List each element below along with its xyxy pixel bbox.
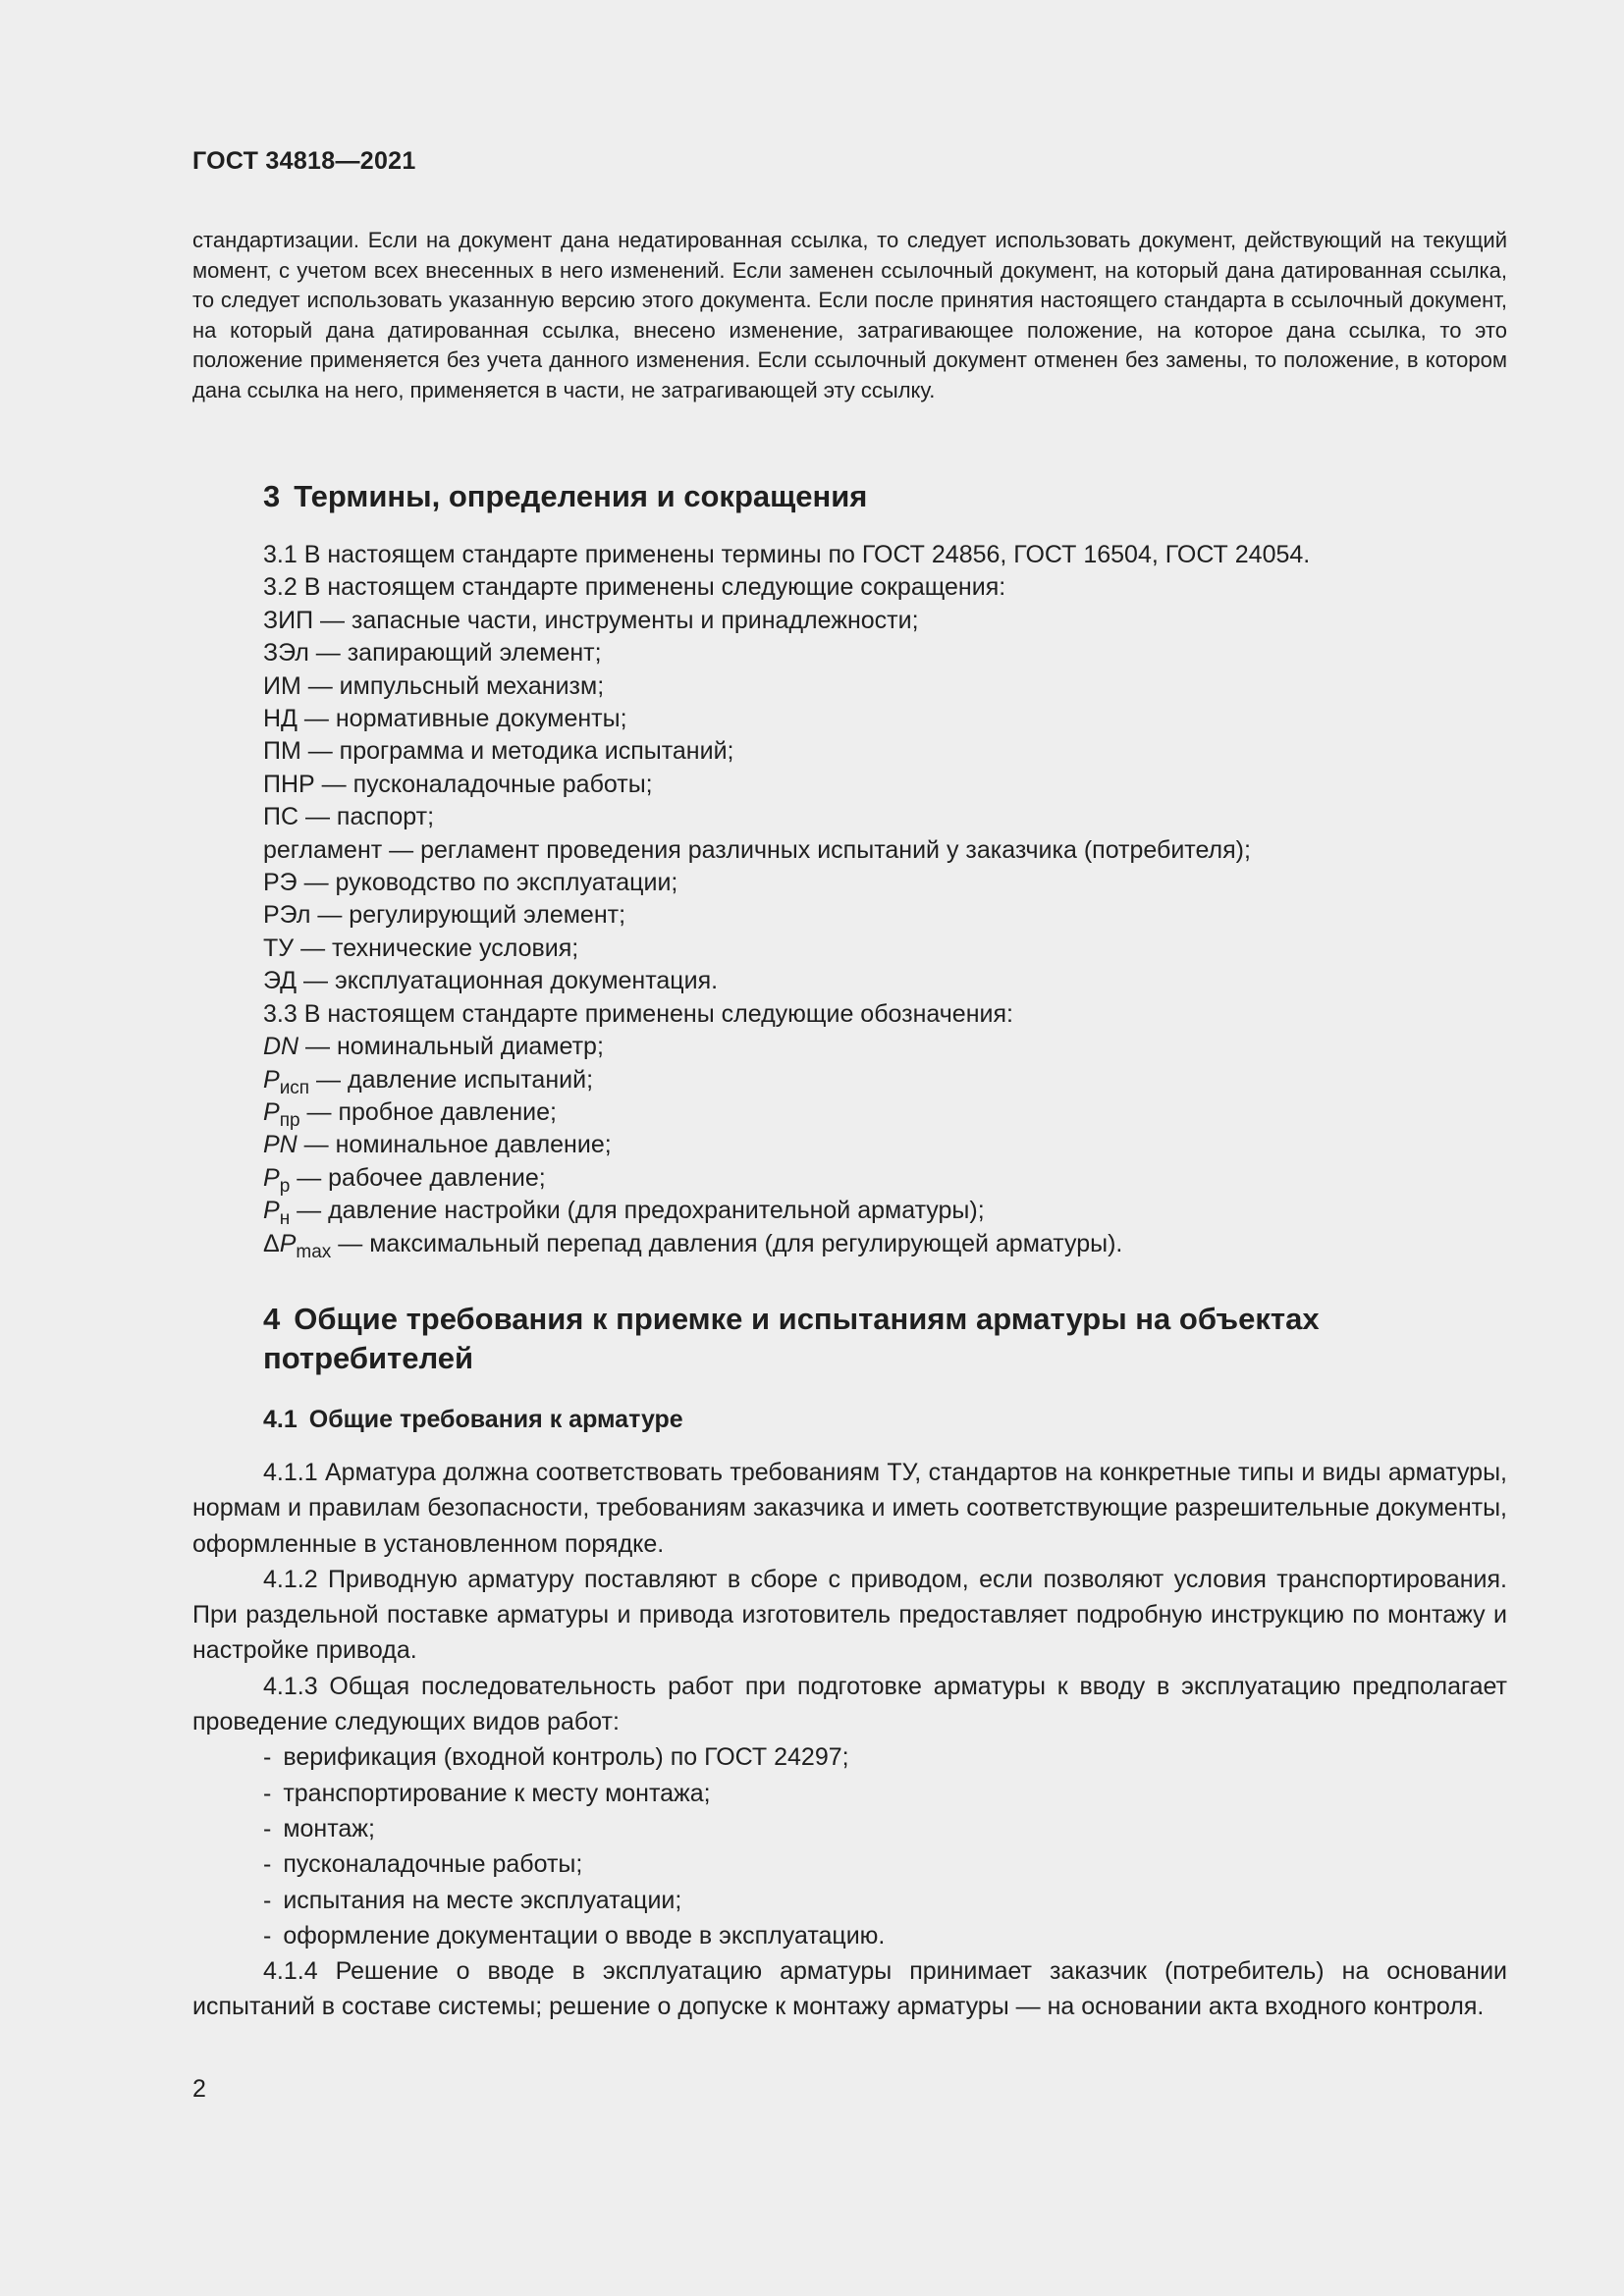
work-list-item	[192, 1918, 1507, 1953]
clause-3-2: 3.2 В настоящем стандарте применены следующие сокращения:	[263, 573, 1006, 602]
subsection-4-1-title: Общие требования к арматуре	[308, 1406, 683, 1433]
symbol-definition: — рабочее давление;	[290, 1163, 546, 1192]
clause-3-1: 3.1 В настоящем стандарте применены термины по ГОСТ 24856, ГОСТ 16504, ГОСТ 24054.	[263, 541, 1311, 568]
abbreviation-item: РЭл — регулирующий элемент;	[263, 901, 626, 930]
symbol-prefix: Δ	[263, 1229, 280, 1257]
work-list-item	[192, 1846, 1507, 1882]
abbreviation-item: РЭ — руководство по эксплуатации;	[263, 869, 678, 897]
abbreviation-item: НД — нормативные документы;	[263, 705, 627, 733]
abbreviation-item: ЗИП — запасные части, инструменты и принадлежности;	[263, 606, 919, 634]
bullet-dash: -	[263, 1743, 272, 1772]
symbol-item	[263, 1195, 1510, 1230]
work-list-item	[192, 1776, 1507, 1811]
clause-4-1-1: 4.1.1 Арматура должна соответствовать требованиям ТУ, стандартов на конкретные типы и виды арматуры, нормам и правилам безопасности, требованиям заказчика и иметь соответствующие разрешительные документы, оформленные в установленном порядке.	[192, 1459, 1507, 1558]
symbol-subscript: н	[279, 1208, 291, 1230]
symbol-definition: — давление испытаний;	[309, 1065, 594, 1094]
clause-3-3: 3.3 В настоящем стандарте применены следующие обозначения:	[263, 999, 1013, 1028]
section-4-body	[192, 1455, 1507, 2025]
page-number: 2	[192, 2075, 206, 2103]
section-3-heading	[263, 477, 1500, 516]
work-list-text: пусконаладочные работы;	[283, 1850, 583, 1879]
bullet-dash: -	[263, 1850, 272, 1879]
work-list-text: оформление документации о вводе в эксплуатацию.	[283, 1921, 886, 1949]
section-3-title: Термины, определения и сокращения	[294, 479, 868, 513]
work-list-item	[192, 1811, 1507, 1846]
symbol-definition: — пробное давление;	[299, 1097, 557, 1126]
work-list-text: монтаж;	[283, 1814, 375, 1842]
symbol-name: P	[263, 1065, 280, 1094]
abbreviation-item: ТУ — технические условия;	[263, 934, 579, 962]
symbol-item	[263, 1031, 1510, 1063]
intro-paragraph: стандартизации. Если на документ дана недатированная ссылка, то следует использовать документ, действующий на текущий момент, с учетом всех внесенных в него изменений. Если заменен ссылочный документ, на который дана датированная ссылка, то следует использовать указанную версию этого документа. Если после принятия настоящего стандарта в ссылочный документ, на который дана датированная ссылка, внесено изменение, затрагивающее положение, на которое дана ссылка, то это положение применяется без учета данного изменения. Если ссылочный документ отменен без замены, то положение, в котором дана ссылка на него, применяется в части, не затрагивающей эту ссылку.	[192, 228, 1507, 402]
standard-header: ГОСТ 34818—2021	[192, 147, 416, 175]
symbol-definition: — давление настройки (для предохранительной арматуры);	[290, 1197, 985, 1225]
symbol-subscript: р	[279, 1175, 291, 1197]
symbol-subscript: исп	[279, 1077, 310, 1098]
symbol-item	[263, 1162, 1510, 1195]
bullet-dash: -	[263, 1779, 272, 1807]
clause-4-1-2: 4.1.2 Приводную арматуру поставляют в сборе с приводом, если позволяют условия транспортирования. При раздельной поставке арматуры и привода изготовитель предоставляет подробную инструкцию по монтажу и настройке привода.	[192, 1565, 1507, 1665]
symbol-subscript: пр	[279, 1109, 300, 1131]
bullet-dash: -	[263, 1921, 272, 1949]
section-4-number: 4	[263, 1302, 281, 1336]
symbol-item	[263, 1096, 1510, 1129]
symbol-definition: — номинальное давление;	[297, 1131, 612, 1159]
section-3-number: 3	[263, 479, 281, 513]
clause-4-1-3: 4.1.3 Общая последовательность работ при подготовке арматуры к вводу в эксплуатацию предполагает проведение следующих видов работ:	[192, 1672, 1507, 1736]
bullet-dash: -	[263, 1814, 272, 1842]
symbol-item	[263, 1064, 1510, 1096]
abbreviation-item: ПМ — программа и методика испытаний;	[263, 737, 734, 766]
section-4-title: Общие требования к приемке и испытаниям арматуры на объектах потребителей	[263, 1302, 1320, 1375]
abbreviation-item: ЗЭл — запирающий элемент;	[263, 639, 602, 667]
abbreviation-item: ПС — паспорт;	[263, 803, 435, 831]
abbreviation-item: ЭД — эксплуатационная документация.	[263, 967, 719, 995]
symbol-name: P	[279, 1229, 297, 1257]
subsection-4-1-number: 4.1	[263, 1406, 298, 1433]
symbol-item	[263, 1228, 1510, 1260]
symbol-name: P	[263, 1163, 280, 1192]
abbreviation-item: ИМ — импульсный механизм;	[263, 671, 605, 700]
work-list-item	[192, 1883, 1507, 1918]
symbol-name: P	[263, 1097, 280, 1126]
symbol-definition: — максимальный перепад давления (для регулирующей арматуры).	[331, 1229, 1123, 1257]
symbol-definition: — номинальный диаметр;	[298, 1033, 604, 1061]
section-3-body	[263, 539, 1510, 1260]
work-list-text: верификация (входной контроль) по ГОСТ 24297;	[283, 1743, 849, 1772]
bullet-dash: -	[263, 1886, 272, 1914]
subsection-4-1-heading	[263, 1406, 683, 1434]
work-list-item	[192, 1739, 1507, 1775]
abbreviation-item: ПНР — пусконаладочные работы;	[263, 770, 653, 798]
symbol-subscript: max	[296, 1241, 332, 1262]
clause-4-1-4: 4.1.4 Решение о вводе в эксплуатацию арматуры принимает заказчик (потребитель) на основании испытаний в составе системы; решение о допуске к монтажу арматуры — на основании акта входного контроля.	[192, 1957, 1507, 2021]
symbol-name: PN	[263, 1131, 298, 1159]
symbol-name: P	[263, 1197, 280, 1225]
abbreviation-item: регламент — регламент проведения различных испытаний у заказчика (потребителя);	[263, 835, 1251, 864]
symbol-item	[263, 1129, 1510, 1161]
section-4-heading	[263, 1300, 1500, 1378]
work-list-text: испытания на месте эксплуатации;	[283, 1886, 682, 1914]
work-list-text: транспортирование к месту монтажа;	[283, 1779, 711, 1807]
symbol-name: DN	[263, 1033, 299, 1061]
